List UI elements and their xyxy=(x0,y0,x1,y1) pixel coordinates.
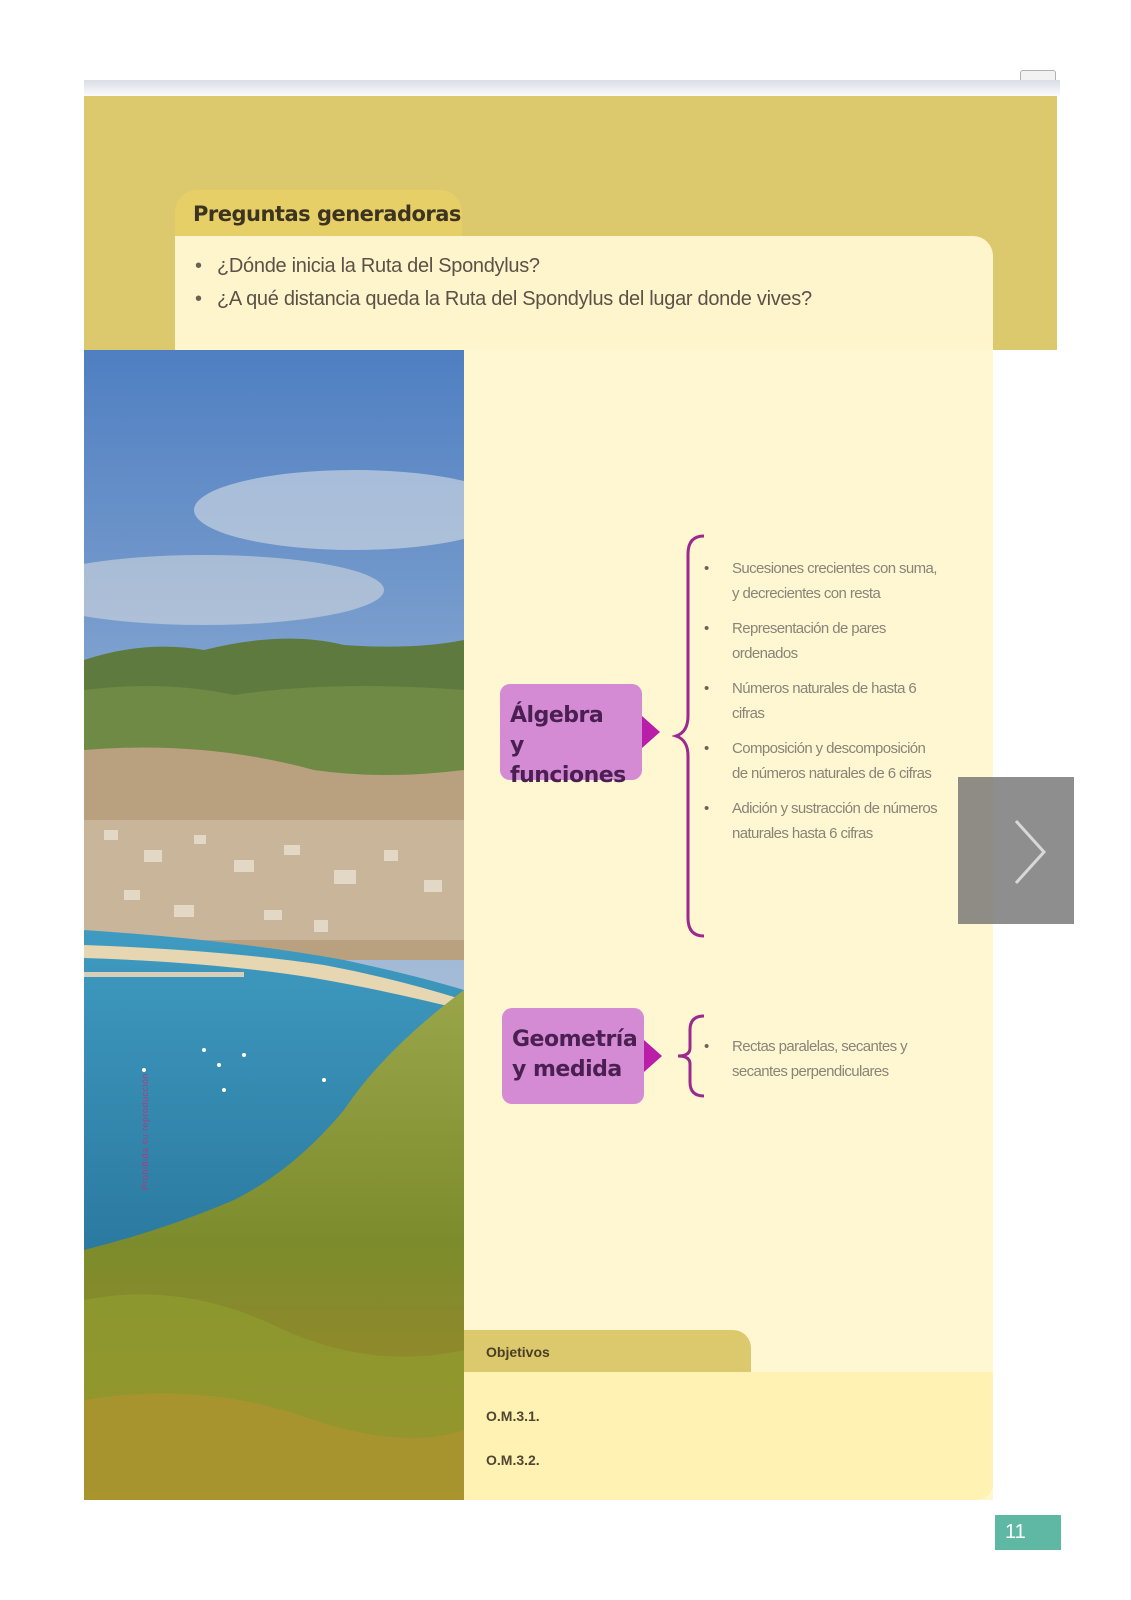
chevron-right-icon xyxy=(1010,817,1050,887)
questions-title: Preguntas generadoras xyxy=(193,202,461,226)
topic-item: • Números naturales de hasta 6 cifras xyxy=(702,676,942,726)
page-number-badge xyxy=(995,1515,1061,1550)
geometry-topics xyxy=(702,1034,942,1094)
content-panel xyxy=(464,350,993,1500)
algebra-arrow-icon xyxy=(642,716,660,748)
page-number: 11 xyxy=(1005,1521,1026,1543)
topic-item: • Sucesiones crecientes con suma, y decrecientes con resta xyxy=(702,556,942,606)
page-margin xyxy=(993,350,1061,1512)
geometry-arrow-icon xyxy=(644,1040,662,1072)
questions-box xyxy=(175,236,993,350)
topic-item: • Composición y descomposición de números naturales de 6 cifras xyxy=(702,736,942,786)
objectives-tab xyxy=(464,1330,751,1374)
next-page-button[interactable] xyxy=(958,777,1074,924)
topic-item: • Rectas paralelas, secantes y secantes perpendiculares xyxy=(702,1034,942,1084)
geometry-label: Geometría y medida xyxy=(502,1008,644,1104)
question-item: • ¿Dónde inicia la Ruta del Spondylus? xyxy=(195,255,540,277)
objectives-title: Objetivos xyxy=(486,1344,550,1360)
question-item: • ¿A qué distancia queda la Ruta del Spondylus del lugar donde vives? xyxy=(195,288,812,310)
questions-tab xyxy=(175,190,462,240)
algebra-label: Álgebra y funciones xyxy=(500,684,642,780)
objective-code: O.M.3.2. xyxy=(486,1452,540,1468)
objectives-box xyxy=(464,1372,993,1500)
coastal-town-photo xyxy=(84,350,464,1500)
side-caption: Prohibida su reproducción xyxy=(140,1072,150,1190)
objective-code: O.M.3.1. xyxy=(486,1408,540,1424)
topic-item: • Representación de pares ordenados xyxy=(702,616,942,666)
questions-list xyxy=(195,250,812,316)
algebra-topics xyxy=(702,556,942,856)
topic-item: • Adición y sustracción de números naturales hasta 6 cifras xyxy=(702,796,942,846)
